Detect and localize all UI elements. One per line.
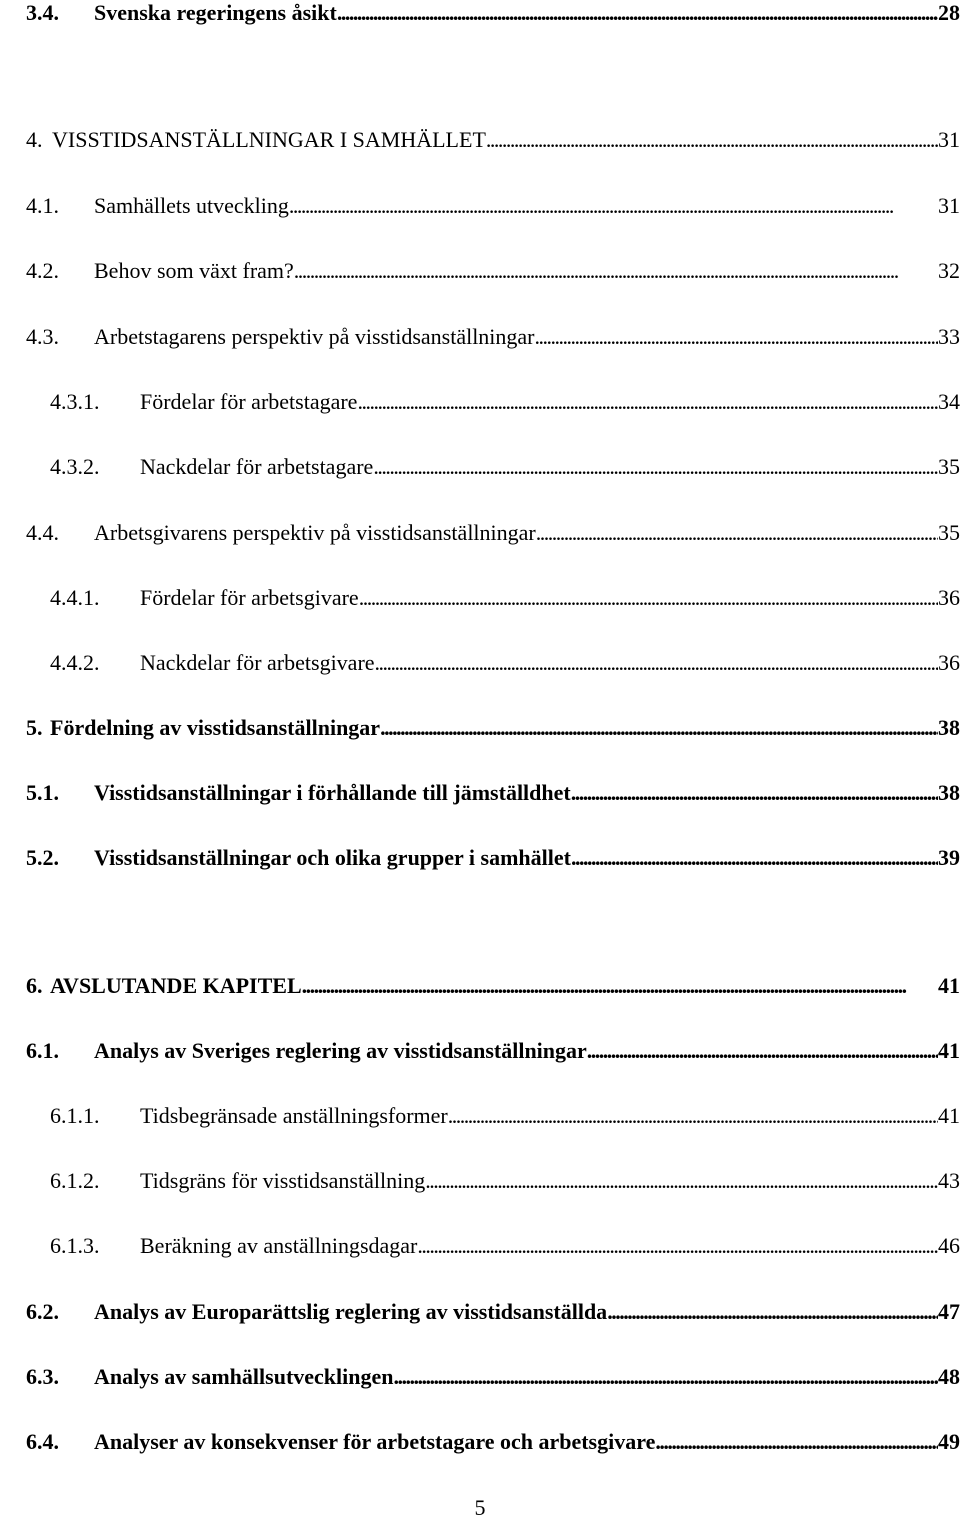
toc-dot-leader	[394, 1362, 939, 1392]
toc-entry-number: 5.	[26, 715, 43, 740]
toc-entry-title: Nackdelar för arbetstagare	[140, 454, 374, 479]
toc-entry-number: 6.	[26, 973, 43, 998]
toc-entry-title: Arbetsgivarens perspektiv på visstidsanställningar	[94, 520, 536, 545]
toc-entry-number: 6.2.	[26, 1299, 59, 1324]
toc-entry-page: 38	[938, 715, 960, 740]
toc-dot-leader	[571, 843, 938, 873]
toc-entry-number: 6.1.	[26, 1038, 59, 1063]
toc-entry-page: 41	[938, 1103, 960, 1128]
toc-entry[interactable]	[26, 125, 960, 155]
toc-entry[interactable]	[26, 387, 960, 417]
toc-entry-number: 4.2.	[26, 258, 59, 283]
toc-dot-leader	[380, 713, 938, 743]
toc-dot-leader	[289, 191, 938, 221]
toc-entry-title: Beräkning av anställningsdagar	[140, 1233, 418, 1258]
toc-entry-title: Svenska regeringens åsikt	[94, 0, 337, 25]
toc-entry-number: 5.2.	[26, 845, 59, 870]
toc-entry-page: 36	[938, 650, 960, 675]
toc-entry-title: Behov som växt fram?	[94, 258, 294, 283]
toc-entry-page: 28	[938, 0, 960, 25]
toc-entry-title: Visstidsanställningar och olika grupper i samhället	[94, 845, 571, 870]
toc-entry-number: 4.4.2.	[50, 650, 100, 675]
toc-entry[interactable]	[26, 1297, 960, 1327]
toc-entry-number: 4.1.	[26, 193, 59, 218]
toc-entry[interactable]	[26, 256, 960, 286]
toc-entry-page: 46	[938, 1233, 960, 1258]
toc-entry-title: Tidsbegränsade anställningsformer	[140, 1103, 448, 1128]
toc-dot-leader	[359, 583, 938, 613]
toc-entry-page: 32	[938, 258, 960, 283]
toc-entry-title: Samhällets utveckling	[94, 193, 289, 218]
toc-entry[interactable]	[26, 0, 960, 28]
toc-dot-leader	[357, 387, 938, 417]
toc-dot-leader	[373, 452, 938, 482]
toc-entry-page: 35	[938, 520, 960, 545]
toc-entry-number: 3.4.	[26, 0, 59, 25]
toc-dot-leader	[337, 0, 938, 28]
toc-entry-page: 47	[938, 1299, 960, 1324]
toc-dot-leader	[448, 1101, 938, 1131]
toc-entry-page: 41	[938, 973, 960, 998]
toc-entry[interactable]	[26, 778, 960, 808]
toc-dot-leader	[535, 322, 938, 352]
toc-entry[interactable]	[26, 322, 960, 352]
toc-entry-title: Nackdelar för arbetsgivare	[140, 650, 375, 675]
toc-entry-title: Fördelning av visstidsanställningar	[50, 715, 381, 740]
toc-entry-number: 4.	[26, 127, 43, 152]
toc-entry[interactable]	[26, 713, 960, 743]
toc-dot-leader	[417, 1231, 938, 1261]
toc-entry-page: 38	[938, 780, 960, 805]
toc-entry[interactable]	[26, 1036, 960, 1066]
toc-entry-number: 6.1.3.	[50, 1233, 100, 1258]
toc-entry-title: Tidsgräns för visstidsanställning	[140, 1168, 426, 1193]
toc-entry[interactable]	[26, 1362, 960, 1392]
toc-entry-number: 6.1.1.	[50, 1103, 100, 1128]
toc-dot-leader	[607, 1297, 938, 1327]
toc-entry-title: VISSTIDSANSTÄLLNINGAR I SAMHÄLLET	[52, 127, 486, 152]
toc-entry-page: 31	[938, 127, 960, 152]
toc-entry-number: 4.3.1.	[50, 389, 100, 414]
toc-entry-number: 6.4.	[26, 1429, 59, 1454]
toc-entry-title: Analyser av konsekvenser för arbetstagare och arbetsgivare	[94, 1429, 656, 1454]
toc-entry[interactable]	[26, 1427, 960, 1457]
toc-entry-title: Analys av Europarättslig reglering av visstidsanställda	[94, 1299, 608, 1324]
toc-entry-number: 6.3.	[26, 1364, 59, 1389]
toc-dot-leader	[294, 256, 938, 286]
toc-entry-title: Analys av samhällsutvecklingen	[94, 1364, 394, 1389]
toc-entry[interactable]	[26, 518, 960, 548]
toc-dot-leader	[655, 1427, 938, 1457]
toc-entry[interactable]	[26, 971, 960, 1001]
toc-entry-page: 48	[938, 1364, 960, 1389]
toc-entry-page: 43	[938, 1168, 960, 1193]
toc-entry-page: 49	[938, 1429, 960, 1454]
toc-entry-page: 39	[938, 845, 960, 870]
toc-entry-title: Arbetstagarens perspektiv på visstidsanställningar	[94, 324, 535, 349]
toc-entry-title: AVSLUTANDE KAPITEL	[50, 973, 302, 998]
toc-dot-leader	[302, 971, 938, 1001]
toc-entry-title: Analys av Sveriges reglering av visstidsanställningar	[94, 1038, 587, 1063]
toc-dot-leader	[587, 1036, 938, 1066]
toc-entry[interactable]	[26, 648, 960, 678]
toc-entry[interactable]	[26, 1166, 960, 1196]
toc-entry-page: 41	[938, 1038, 960, 1063]
toc-entry-title: Visstidsanställningar i förhållande till jämställdhet	[94, 780, 571, 805]
toc-dot-leader	[425, 1166, 938, 1196]
toc-entry-page: 34	[938, 389, 960, 414]
toc-entry[interactable]	[26, 1231, 960, 1261]
toc-entry[interactable]	[26, 583, 960, 613]
toc-entry[interactable]	[26, 843, 960, 873]
toc-entry-number: 5.1.	[26, 780, 59, 805]
toc-entry[interactable]	[26, 1101, 960, 1131]
toc-entry[interactable]	[26, 191, 960, 221]
toc-entry-number: 4.3.2.	[50, 454, 100, 479]
toc-entry-page: 31	[938, 193, 960, 218]
toc-dot-leader	[375, 648, 938, 678]
toc-entry-page: 33	[938, 324, 960, 349]
toc-entry-number: 6.1.2.	[50, 1168, 100, 1193]
toc-entry-title: Fördelar för arbetsgivare	[140, 585, 359, 610]
page-number: 5	[474, 1495, 486, 1520]
toc-dot-leader	[571, 778, 938, 808]
toc-dot-leader	[536, 518, 938, 548]
toc-entry-number: 4.3.	[26, 324, 59, 349]
toc-entry-page: 36	[938, 585, 960, 610]
toc-entry-number: 4.4.1.	[50, 585, 100, 610]
toc-entry[interactable]	[26, 452, 960, 482]
toc-entry-page: 35	[938, 454, 960, 479]
toc-entry-title: Fördelar för arbetstagare	[140, 389, 358, 414]
toc-entry-number: 4.4.	[26, 520, 59, 545]
toc-dot-leader	[486, 125, 938, 155]
